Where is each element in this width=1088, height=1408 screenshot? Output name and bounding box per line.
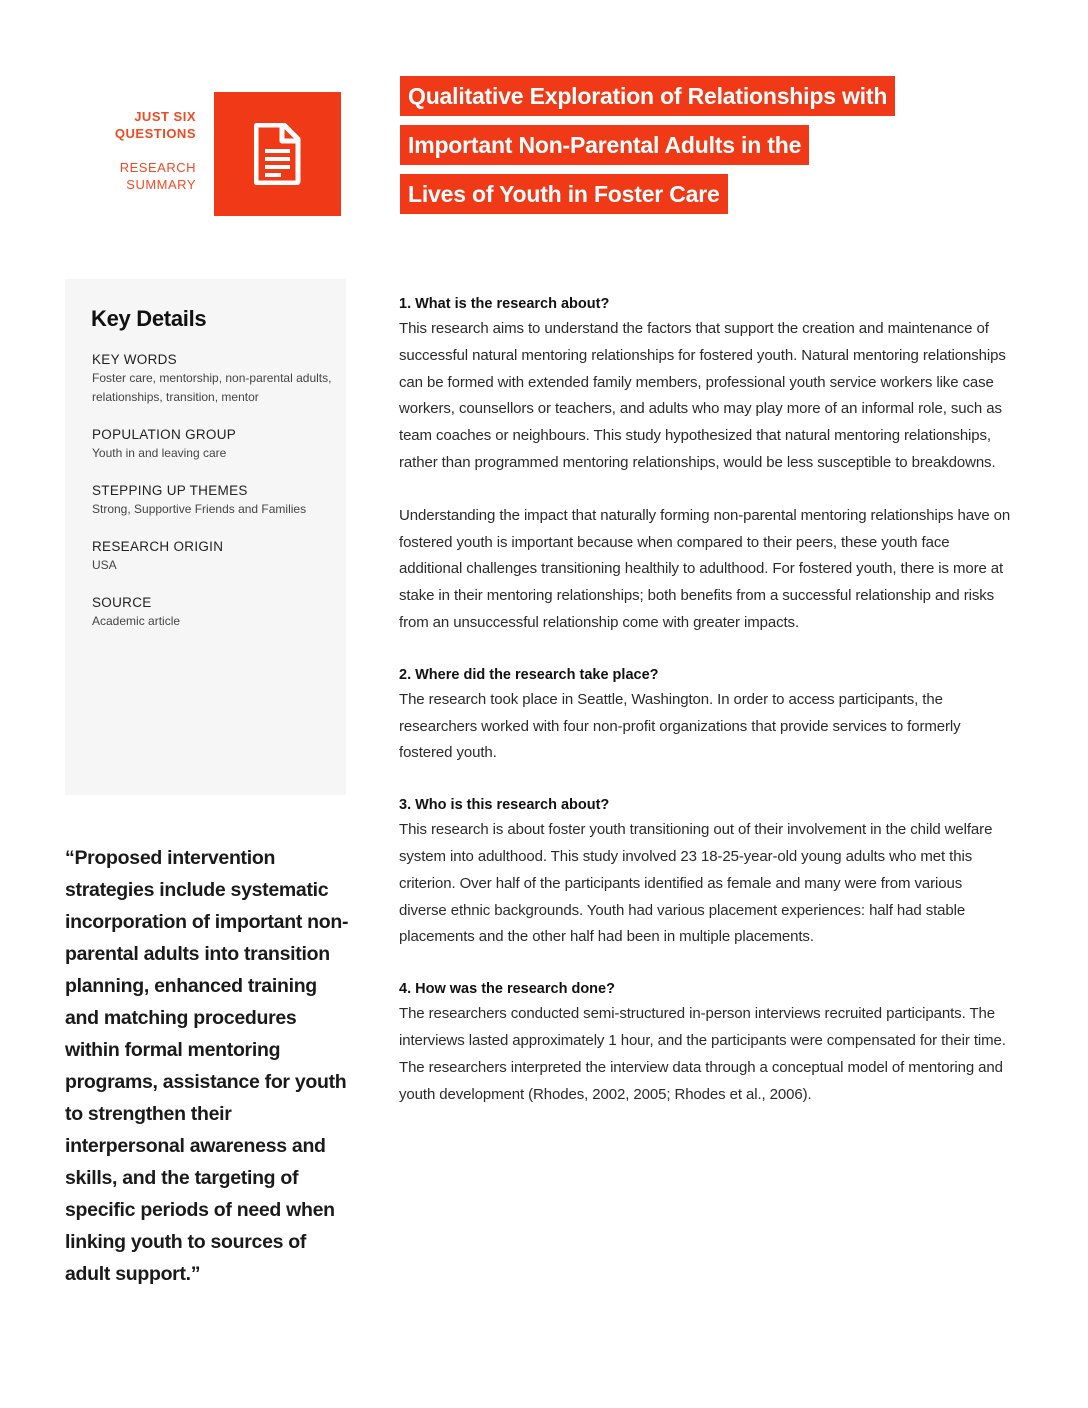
key-details-heading: Key Details [91,306,207,331]
brand-line-3: RESEARCH [119,160,196,175]
pull-quote: “Proposed intervention strategies include systematic incorporation of important non-parental adults into transition planning, enhanced training and matching procedures within formal mentoring programs, assistance for youth to strengthen their interpersonal awareness and skills, and the targeting of specific periods of need when linking youth to sources of adult support.” [65,847,349,1285]
section-heading: 1. What is the research about? [399,296,610,312]
key-detail-value: Academic article [92,614,181,628]
section-paragraph: The research took place in Seattle, Washington. In order to access participants, the researchers worked with four non-profit organizations that provide services to formerly fostered youth. [399,690,961,762]
brand-line-1: JUST SIX [134,109,196,124]
key-detail-label: POPULATION GROUP [92,427,237,442]
title-line: Qualitative Exploration of Relationships with [400,76,895,116]
section-paragraph: Understanding the impact that naturally forming non-parental mentoring relationships have on fostered youth is important because when compared to their peers, these youth face additional challenges transitioning healthily to adulthood. For fostered youth, there is more at stake in their mentoring relationships; both benefits from a successful relationship and risks from an unsuccessful relationship come with greater impacts. [399,506,1011,631]
key-detail-value: Foster care, mentorship, non-parental adults, relationships, transition, mentor [92,371,332,404]
key-detail-label: STEPPING UP THEMES [92,483,248,498]
section [399,663,1011,767]
key-detail-label: KEY WORDS [92,352,177,367]
section-paragraph: The researchers conducted semi-structured in-person interviews recruited participants. The interviews lasted approximately 1 hour, and the participants were compensated for their time. The researchers interpreted the interview data through a conceptual model of mentoring and youth development (Rhodes, 2002, 2005; Rhodes et al., 2006). [399,1005,1006,1103]
section-heading: 4. How was the research done? [399,981,615,998]
key-detail-value: Strong, Supportive Friends and Families [92,502,307,516]
key-detail-item [92,482,332,519]
section [399,977,1011,1108]
document-title [400,76,895,223]
key-detail-item [92,351,332,407]
section-heading: 2. Where did the research take place? [399,666,659,683]
key-detail-item [92,538,332,575]
section-paragraph: This research is about foster youth transitioning out of their involvement in the child welfare system into adulthood. This study involved 23 18-25-year-old young adults who met this criterion. Over half of the participants identified as female and many were from various diverse ethnic backgrounds. Youth had various placement experiences: half had stable placements and the other half had been in multiple placements. [399,821,993,946]
main-content [399,292,1011,1134]
document-icon [254,123,302,185]
brand-line-2: QUESTIONS [114,126,196,141]
brand-block [88,108,196,193]
key-detail-item [92,426,332,463]
key-detail-label: SOURCE [92,595,152,610]
section-heading: 3. Who is this research about? [399,797,610,814]
key-details-panel [65,279,346,795]
logo-box [214,92,341,216]
section-paragraph: This research aims to understand the factors that support the creation and maintenance of successful natural mentoring relationships for fostered youth. Natural mentoring relationships can be formed with extended family members, professional youth service workers like case workers, counsellors or teachers, and adults who may play more of an informal role, such as team coaches or neighbours. This study hypothesized that natural mentoring relationships, rather than programmed mentoring relationships, would be less susceptible to breakdowns. [399,320,1006,471]
title-line: Important Non-Parental Adults in the [400,125,809,165]
key-detail-label: RESEARCH ORIGIN [92,539,224,554]
section [399,292,1011,637]
key-detail-item [92,594,332,631]
brand-line-4: SUMMARY [126,177,196,192]
key-detail-value: Youth in and leaving care [92,446,227,460]
title-line: Lives of Youth in Foster Care [400,174,728,214]
section [399,793,1011,951]
key-details-list [92,351,332,650]
key-detail-value: USA [92,558,117,572]
